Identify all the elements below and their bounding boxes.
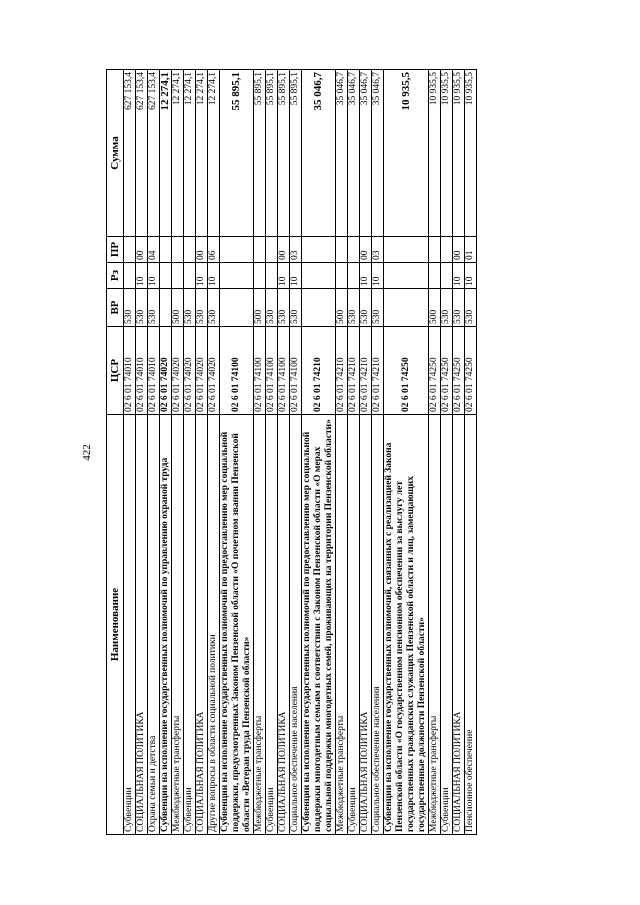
cell-csr: 02 6 01 74020 xyxy=(196,327,208,415)
header-pr: ПР xyxy=(107,237,124,263)
table-row xyxy=(124,70,136,835)
cell-name: Межбюджетные трансферты xyxy=(172,415,184,835)
cell-name: Субвенции xyxy=(348,415,360,835)
cell-rz: 10 xyxy=(278,263,290,289)
cell-csr: 02 6 01 74250 xyxy=(384,327,429,415)
cell-pr xyxy=(266,237,278,263)
cell-csr: 02 6 01 74020 xyxy=(160,327,172,415)
cell-csr: 02 6 01 74210 xyxy=(336,327,348,415)
cell-pr: 00 xyxy=(360,237,372,263)
cell-pr xyxy=(429,237,441,263)
cell-pr: 06 xyxy=(208,237,220,263)
cell-csr: 02 6 01 74010 xyxy=(148,327,160,415)
cell-name: Субвенции xyxy=(124,415,136,835)
cell-rz: 10 xyxy=(372,263,384,289)
cell-pr xyxy=(160,237,172,263)
cell-rz xyxy=(384,263,429,289)
cell-sum: 12 274,1 xyxy=(184,70,196,237)
cell-pr xyxy=(172,237,184,263)
table-row xyxy=(136,70,148,835)
table-row xyxy=(348,70,360,835)
cell-sum: 35 046,7 xyxy=(372,70,384,237)
cell-sum: 12 274,1 xyxy=(172,70,184,237)
table-row xyxy=(172,70,184,835)
table-row xyxy=(302,70,336,835)
cell-vr xyxy=(384,289,429,327)
cell-name: СОЦИАЛЬНАЯ ПОЛИТИКА xyxy=(453,415,465,835)
table-row xyxy=(453,70,465,835)
cell-csr: 02 6 01 74250 xyxy=(453,327,465,415)
cell-vr: 530 xyxy=(278,289,290,327)
cell-rz xyxy=(429,263,441,289)
cell-sum: 627 153,4 xyxy=(148,70,160,237)
cell-vr: 500 xyxy=(336,289,348,327)
cell-name: Субвенции xyxy=(441,415,453,835)
table-row xyxy=(429,70,441,835)
cell-vr xyxy=(220,289,254,327)
cell-pr: 03 xyxy=(372,237,384,263)
cell-name: Субвенции xyxy=(184,415,196,835)
cell-pr xyxy=(302,237,336,263)
cell-vr: 530 xyxy=(266,289,278,327)
cell-sum: 55 895,1 xyxy=(278,70,290,237)
cell-sum: 12 274,1 xyxy=(160,70,172,237)
cell-csr: 02 6 01 74100 xyxy=(266,327,278,415)
table-row xyxy=(220,70,254,835)
cell-pr xyxy=(124,237,136,263)
cell-csr: 02 6 01 74100 xyxy=(290,327,302,415)
table-row xyxy=(290,70,302,835)
cell-vr: 530 xyxy=(196,289,208,327)
table-row xyxy=(384,70,429,835)
page-number: 422 xyxy=(81,444,93,461)
header-csr: ЦСР xyxy=(107,327,124,415)
cell-csr: 02 6 01 74250 xyxy=(429,327,441,415)
cell-csr: 02 6 01 74010 xyxy=(124,327,136,415)
table-row xyxy=(196,70,208,835)
cell-rz xyxy=(160,263,172,289)
cell-csr: 02 6 01 74210 xyxy=(348,327,360,415)
cell-vr: 530 xyxy=(148,289,160,327)
cell-csr: 02 6 01 74100 xyxy=(254,327,266,415)
cell-vr: 530 xyxy=(124,289,136,327)
cell-rz xyxy=(336,263,348,289)
cell-csr: 02 6 01 74250 xyxy=(465,327,477,415)
cell-sum: 35 046,7 xyxy=(360,70,372,237)
table-row xyxy=(208,70,220,835)
table-row xyxy=(254,70,266,835)
cell-sum: 35 046,7 xyxy=(336,70,348,237)
cell-name: Межбюджетные трансферты xyxy=(429,415,441,835)
cell-sum: 10 935,5 xyxy=(429,70,441,237)
table-row xyxy=(441,70,453,835)
header-sum: Сумма xyxy=(107,70,124,237)
cell-vr: 500 xyxy=(172,289,184,327)
cell-sum: 12 274,1 xyxy=(208,70,220,237)
cell-rz xyxy=(302,263,336,289)
cell-vr: 530 xyxy=(441,289,453,327)
cell-rz xyxy=(254,263,266,289)
cell-rz xyxy=(266,263,278,289)
cell-vr: 530 xyxy=(348,289,360,327)
cell-pr xyxy=(220,237,254,263)
cell-rz xyxy=(172,263,184,289)
cell-sum: 12 274,1 xyxy=(196,70,208,237)
cell-rz: 10 xyxy=(136,263,148,289)
cell-vr: 500 xyxy=(429,289,441,327)
table-header-row xyxy=(107,70,124,835)
header-name: Наименование xyxy=(107,415,124,835)
cell-pr: 00 xyxy=(453,237,465,263)
cell-name: Субвенции на исполнение государственных полномочий по управлению охраной труда xyxy=(160,415,172,835)
cell-name: СОЦИАЛЬНАЯ ПОЛИТИКА xyxy=(196,415,208,835)
cell-rz: 10 xyxy=(148,263,160,289)
cell-name: Социальное обеспечение населения xyxy=(290,415,302,835)
cell-csr: 02 6 01 74010 xyxy=(136,327,148,415)
cell-vr: 530 xyxy=(208,289,220,327)
cell-rz xyxy=(124,263,136,289)
cell-name: Субвенции xyxy=(266,415,278,835)
cell-sum: 627 153,4 xyxy=(136,70,148,237)
cell-vr: 530 xyxy=(136,289,148,327)
cell-csr: 02 6 01 74020 xyxy=(184,327,196,415)
cell-pr: 00 xyxy=(196,237,208,263)
cell-name: Субвенции на исполнение государственных полномочий, связанных с реализацией Закона Пензенской области «О государственном пенсионном обеспечении за выслугу лет государственных гражданских служащих Пензенской области и лиц, замещающих государственные должности Пензенской области» xyxy=(384,415,429,835)
cell-sum: 55 895,1 xyxy=(254,70,266,237)
table-body xyxy=(124,70,477,835)
cell-name: Межбюджетные трансферты xyxy=(336,415,348,835)
cell-rz xyxy=(184,263,196,289)
cell-name: Субвенции на исполнение государственных полномочий по предоставлению мер социальной поддержки многодетным семьям в соответствии с Законом Пензенской области «О мерах социальной поддержки многодетных семей, проживающих на территории Пензенской области» xyxy=(302,415,336,835)
cell-rz: 10 xyxy=(208,263,220,289)
cell-rz: 10 xyxy=(360,263,372,289)
cell-csr: 02 6 01 74020 xyxy=(172,327,184,415)
cell-rz: 10 xyxy=(465,263,477,289)
cell-vr: 530 xyxy=(184,289,196,327)
cell-sum: 55 895,1 xyxy=(290,70,302,237)
cell-sum: 35 046,7 xyxy=(302,70,336,237)
cell-sum: 10 935,5 xyxy=(441,70,453,237)
cell-name: Пенсионное обеспечение xyxy=(465,415,477,835)
cell-name: Субвенции на исполнение государственных полномочий по предоставлению мер социальной поддержки, предусмотренных Законом Пензенской области «О почетном звании Пензенской области «Ветеран труда Пензенской области» xyxy=(220,415,254,835)
cell-csr: 02 6 01 74020 xyxy=(208,327,220,415)
header-rz: Рз xyxy=(107,263,124,289)
cell-rz xyxy=(441,263,453,289)
cell-csr: 02 6 01 74210 xyxy=(372,327,384,415)
cell-csr: 02 6 01 74250 xyxy=(441,327,453,415)
cell-vr: 500 xyxy=(254,289,266,327)
rotated-page xyxy=(80,70,564,835)
cell-vr: 530 xyxy=(360,289,372,327)
cell-sum: 55 895,1 xyxy=(220,70,254,237)
cell-pr: 00 xyxy=(278,237,290,263)
cell-pr xyxy=(348,237,360,263)
cell-pr xyxy=(254,237,266,263)
budget-table xyxy=(106,69,477,835)
cell-csr: 02 6 01 74100 xyxy=(278,327,290,415)
cell-pr: 01 xyxy=(465,237,477,263)
cell-sum: 10 935,5 xyxy=(465,70,477,237)
cell-rz: 10 xyxy=(453,263,465,289)
cell-vr xyxy=(302,289,336,327)
table-row xyxy=(278,70,290,835)
cell-name: Другие вопросы в области социальной политики xyxy=(208,415,220,835)
header-vr: ВР xyxy=(107,289,124,327)
cell-pr xyxy=(441,237,453,263)
cell-sum: 55 895,1 xyxy=(266,70,278,237)
cell-rz xyxy=(220,263,254,289)
table-row xyxy=(160,70,172,835)
cell-name: Охрана семьи и детства xyxy=(148,415,160,835)
cell-pr: 03 xyxy=(290,237,302,263)
cell-sum: 10 935,5 xyxy=(384,70,429,237)
cell-vr: 530 xyxy=(372,289,384,327)
cell-sum: 627 153,4 xyxy=(124,70,136,237)
cell-name: Социальное обеспечение населения xyxy=(372,415,384,835)
cell-csr: 02 6 01 74210 xyxy=(360,327,372,415)
cell-vr xyxy=(160,289,172,327)
cell-rz: 10 xyxy=(290,263,302,289)
cell-name: СОЦИАЛЬНАЯ ПОЛИТИКА xyxy=(136,415,148,835)
cell-csr: 02 6 01 74210 xyxy=(302,327,336,415)
table-row xyxy=(465,70,477,835)
cell-pr: 04 xyxy=(148,237,160,263)
cell-vr: 530 xyxy=(290,289,302,327)
cell-csr: 02 6 01 74100 xyxy=(220,327,254,415)
cell-sum: 10 935,5 xyxy=(453,70,465,237)
table-row xyxy=(372,70,384,835)
table-row xyxy=(266,70,278,835)
cell-rz xyxy=(348,263,360,289)
table-row xyxy=(148,70,160,835)
table-row xyxy=(360,70,372,835)
cell-pr: 00 xyxy=(136,237,148,263)
cell-vr: 530 xyxy=(465,289,477,327)
cell-pr xyxy=(384,237,429,263)
table-row xyxy=(336,70,348,835)
table-row xyxy=(184,70,196,835)
cell-pr xyxy=(184,237,196,263)
cell-name: Межбюджетные трансферты xyxy=(254,415,266,835)
cell-name: СОЦИАЛЬНАЯ ПОЛИТИКА xyxy=(360,415,372,835)
cell-pr xyxy=(336,237,348,263)
cell-rz: 10 xyxy=(196,263,208,289)
cell-vr: 530 xyxy=(453,289,465,327)
cell-sum: 35 046,7 xyxy=(348,70,360,237)
cell-name: СОЦИАЛЬНАЯ ПОЛИТИКА xyxy=(278,415,290,835)
